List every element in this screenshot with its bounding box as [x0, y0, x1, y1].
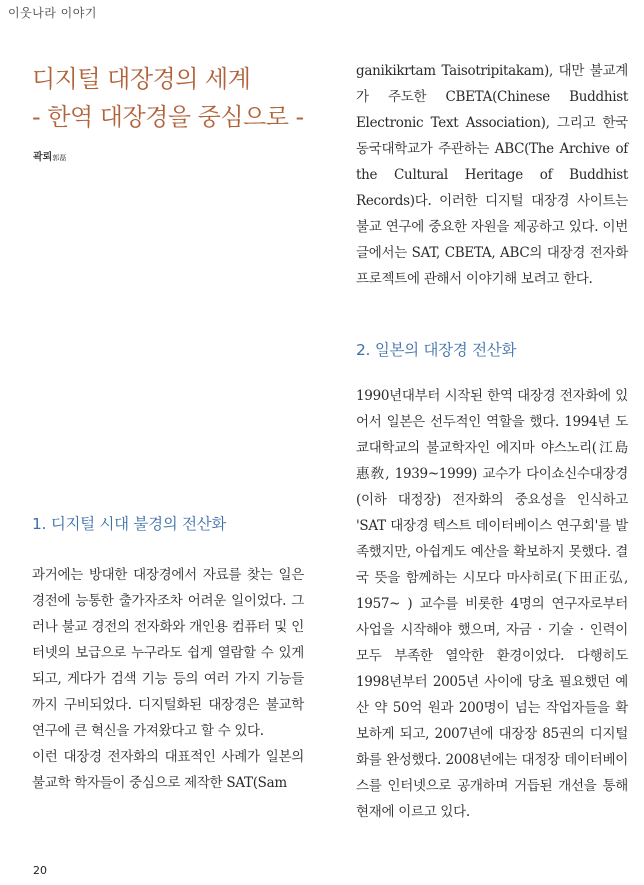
running-head: 이웃나라 이야기 [8, 6, 97, 20]
right-column-bottom-body [356, 383, 628, 825]
section-1-heading: 1. 디지털 시대 불경의 전산화 [32, 515, 227, 533]
section-1-paragraph-2: 이런 대장경 전자화의 대표적인 사례가 일본의 불교학 학자들이 중심으로 제작한 SAT(Sam [32, 749, 304, 791]
title-line-2: - 한역 대장경을 중심으로 - [32, 103, 304, 131]
author-name: 곽뢰 [33, 152, 53, 163]
section-1-paragraph-1: 과거에는 방대한 대장경에서 자료를 찾는 일은 경전에 능통한 출가자조차 어려운 일이었다. 그러나 불교 경전의 전자화와 개인용 컴퓨터 및 인터넷의 보급으로 누구라도 쉽게 열람할 수 있게 되고, 게다가 검색 기능 등의 여러 가지 기능들까지 구비되었다. 디지털화된 대장경은 불교학 연구에 큰 혁신을 가져왔다고 할 수 있다. [32, 567, 304, 739]
page-number: 20 [33, 864, 47, 877]
section-2-paragraph: 1990년대부터 시작된 한역 대장경 전자화에 있어서 일본은 선두적인 역할을 했다. 1994년 도쿄대학교의 불교학자인 에지마 야스노리(江島惠敎, 1939~1999) 교수가 다이쇼신수대장경(이하 대정장) 전자화의 중요성을 인식하고 'SAT 대장경 텍스트 데이터베이스 연구회'를 발족했지만, 아쉽게도 예산을 확보하지 못했다. 결국 뜻을 함께하는 시모다 마사히로(下田正弘, 1957~ ) 교수를 비롯한 4명의 연구자로부터 사업을 시작해야 했으며, 자금 · 기술 · 인력이 모두 부족한 열악한 환경이었다. 다행히도 1998년부터 2005년 사이에 당초 필요했던 예산 약 50억 원과 200명이 넘는 작업자들을 확보하게 되고, 2007년에 대장장 85권의 디지털화를 완성했다. 2008년에는 대정장 데이터베이스를 인터넷으로 공개하며 거듭된 개선을 통해 현재에 이르고 있다. [356, 388, 628, 820]
right-column-top-body [356, 58, 628, 292]
author-byline [33, 148, 66, 163]
left-column-body [32, 562, 304, 796]
author-name-hanja: 郭磊 [52, 154, 67, 162]
right-column-continued-paragraph: ganikikrtam Taisotripitakam), 대만 불교계가 주도한 CBETA(Chinese Buddhist Electronic Text Association), 그리고 한국 동국대학교가 주관하는 ABC(The Archive of the Cultural Heritage of Buddhist Records)다. 이러한 디지털 대장경 사이트는 불교 연구에 중요한 자원을 제공하고 있다. 이번 글에서는 SAT, CBETA, ABC의 대장경 전자화 프로젝트에 관해서 이야기해 보려고 한다. [356, 63, 628, 287]
title-line-1: 디지털 대장경의 세계 [32, 65, 251, 93]
section-2-heading: 2. 일본의 대장경 전산화 [356, 341, 517, 359]
article-title [32, 60, 322, 136]
